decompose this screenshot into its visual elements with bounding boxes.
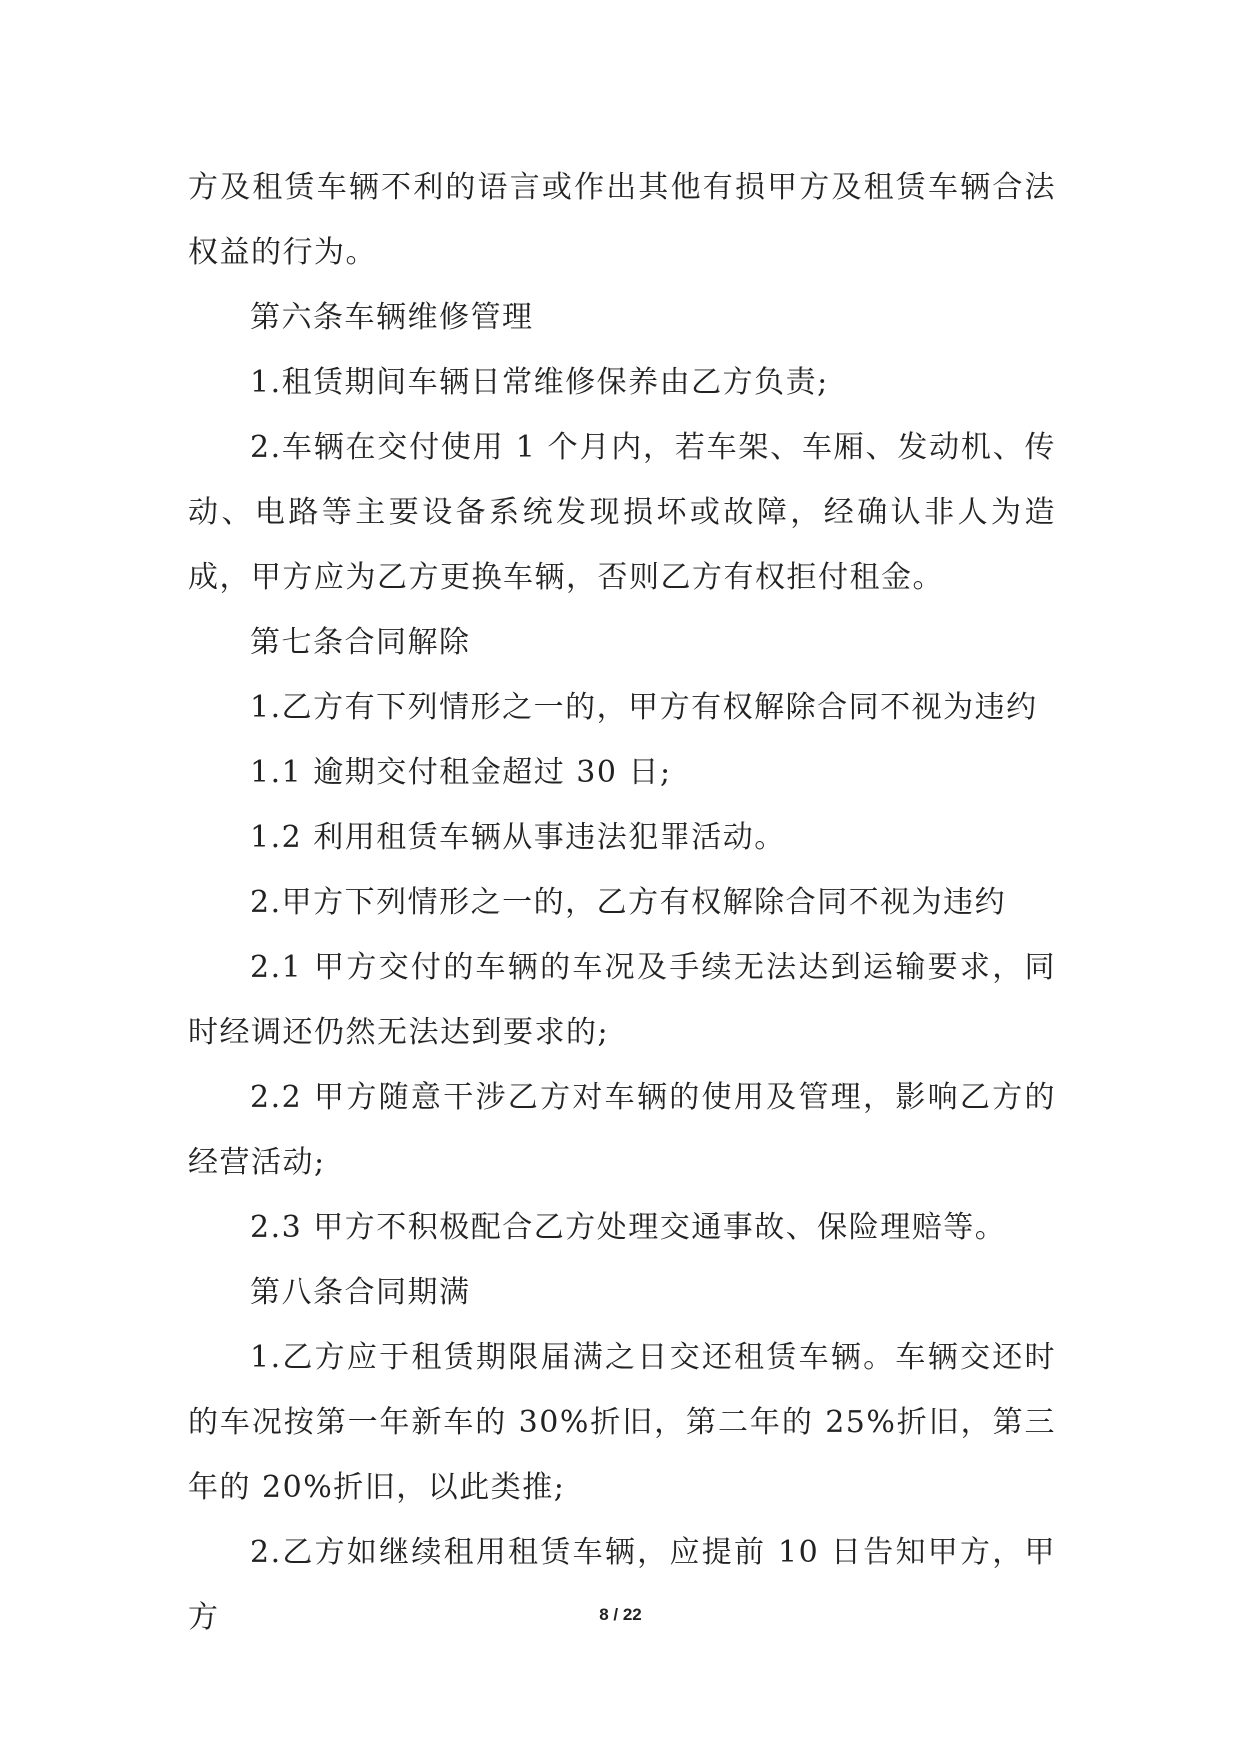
paragraph: 1.2 利用租赁车辆从事违法犯罪活动。 xyxy=(250,820,786,855)
page-number: 8 / 22 xyxy=(599,1605,642,1624)
paragraph: 第八条合同期满 xyxy=(250,1275,471,1310)
paragraph: 2.乙方如继续租用租赁车辆，应提前 10 日告知甲方，甲方 xyxy=(188,1535,1056,1635)
paragraph: 第七条合同解除 xyxy=(250,625,471,660)
paragraph: 第六条车辆维修管理 xyxy=(250,300,534,335)
paragraph: 2.车辆在交付使用 1 个月内，若车架、车厢、发动机、传动、电路等主要设备系统发现损坏或故障，经确认非人为造成，甲方应为乙方更换车辆，否则乙方有权拒付租金。 xyxy=(188,430,1056,595)
paragraph: 2.2 甲方随意干涉乙方对车辆的使用及管理，影响乙方的经营活动; xyxy=(188,1080,1056,1180)
paragraph: 2.甲方下列情形之一的，乙方有权解除合同不视为违约 xyxy=(250,885,1007,920)
paragraph: 1.乙方有下列情形之一的，甲方有权解除合同不视为违约 xyxy=(250,690,1038,725)
paragraph: 1.乙方应于租赁期限届满之日交还租赁车辆。车辆交还时的车况按第一年新车的 30%折旧，第二年的 25%折旧，第三年的 20%折旧，以此类推; xyxy=(188,1340,1056,1505)
paragraph: 方及租赁车辆不利的语言或作出其他有损甲方及租赁车辆合法权益的行为。 xyxy=(188,170,1056,270)
paragraph: 2.3 甲方不积极配合乙方处理交通事故、保险理赔等。 xyxy=(250,1210,1007,1245)
paragraph: 1.1 逾期交付租金超过 30 日; xyxy=(250,755,672,790)
document-body xyxy=(188,155,1056,1650)
paragraph: 2.1 甲方交付的车辆的车况及手续无法达到运输要求，同时经调还仍然无法达到要求的; xyxy=(188,950,1056,1050)
paragraph: 1.租赁期间车辆日常维修保养由乙方负责; xyxy=(250,365,829,400)
